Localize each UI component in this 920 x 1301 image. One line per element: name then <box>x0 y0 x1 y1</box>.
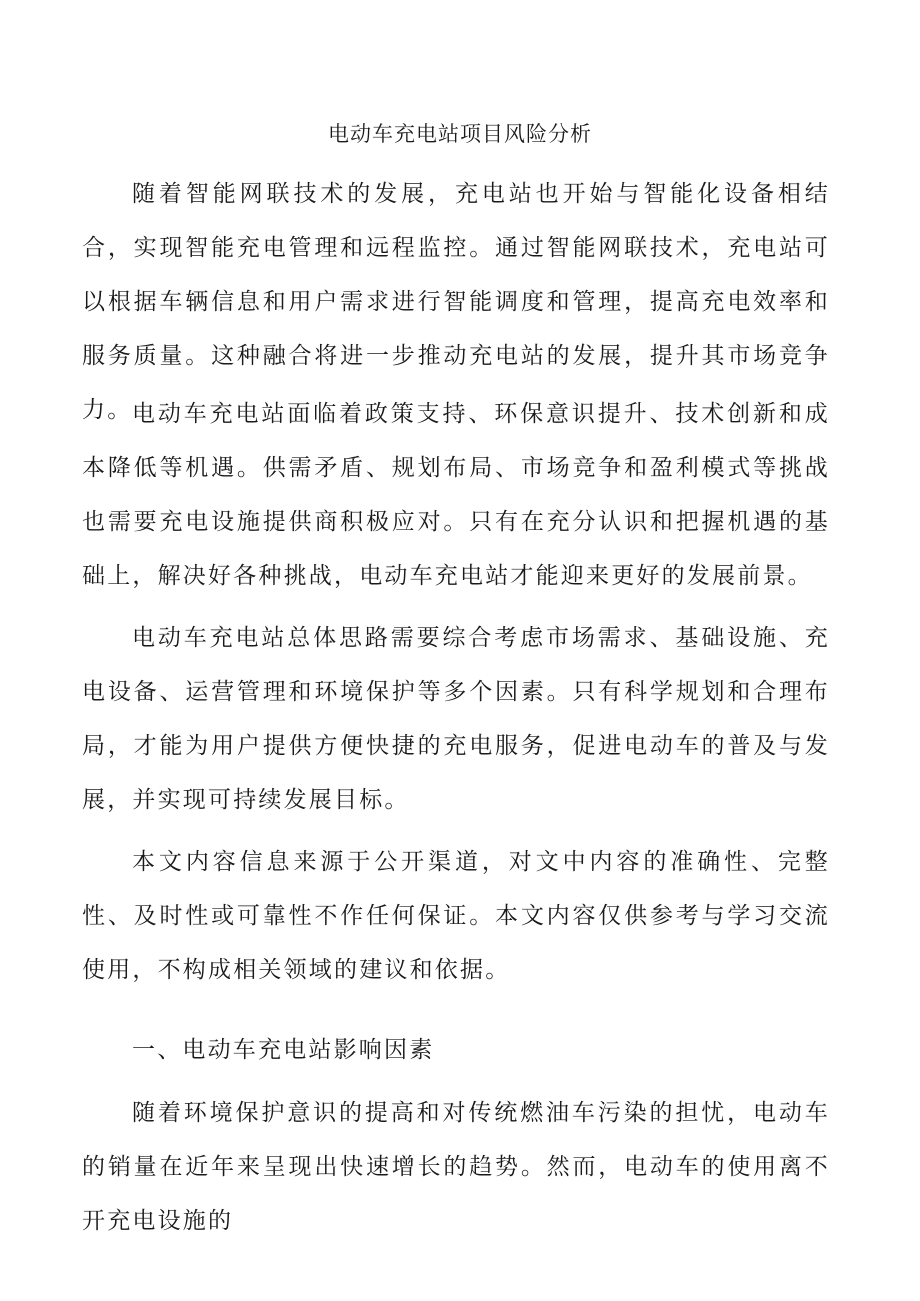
section-heading: 一、电动车充电站影响因素 <box>132 1037 435 1063</box>
paragraph-intelligent-network: 随着智能网联技术的发展，充电站也开始与智能化设备相结合，实现智能充电管理和远程监控。通过智能网联技术，充电站可以根据车辆信息和用户需求进行智能调度和管理，提高充电效率和服务质量。这种融合将进一步推动充电站的发展，提升其市场竞争力。 <box>82 181 830 423</box>
paragraph-disclaimer: 本文内容信息来源于公开渠道，对文中内容的准确性、完整性、及时性或可靠性不作任何保证。本文内容仅供参考与学习交流使用，不构成相关领域的建议和依据。 <box>82 849 830 983</box>
section-paragraph: 随着环境保护意识的提高和对传统燃油车污染的担忧，电动车的销量在近年来呈现出快速增长的趋势。然而，电动车的使用离不开充电设施的 <box>82 1100 830 1234</box>
paragraph-opportunities: 电动车充电站面临着政策支持、环保意识提升、技术创新和成本降低等机遇。供需矛盾、规划布局、市场竞争和盈利模式等挑战也需要充电设施提供商积极应对。只有在充分认识和把握机遇的基础上，解决好各种挑战，电动车充电站才能迎来更好的发展前景。 <box>82 401 830 589</box>
document-title: 电动车充电站项目风险分析 <box>328 122 592 146</box>
paragraph-overall-approach: 电动车充电站总体思路需要综合考虑市场需求、基础设施、充电设备、运营管理和环境保护等多个因素。只有科学规划和合理布局，才能为用户提供方便快捷的充电服务，促进电动车的普及与发展，并实现可持续发展目标。 <box>82 625 830 813</box>
